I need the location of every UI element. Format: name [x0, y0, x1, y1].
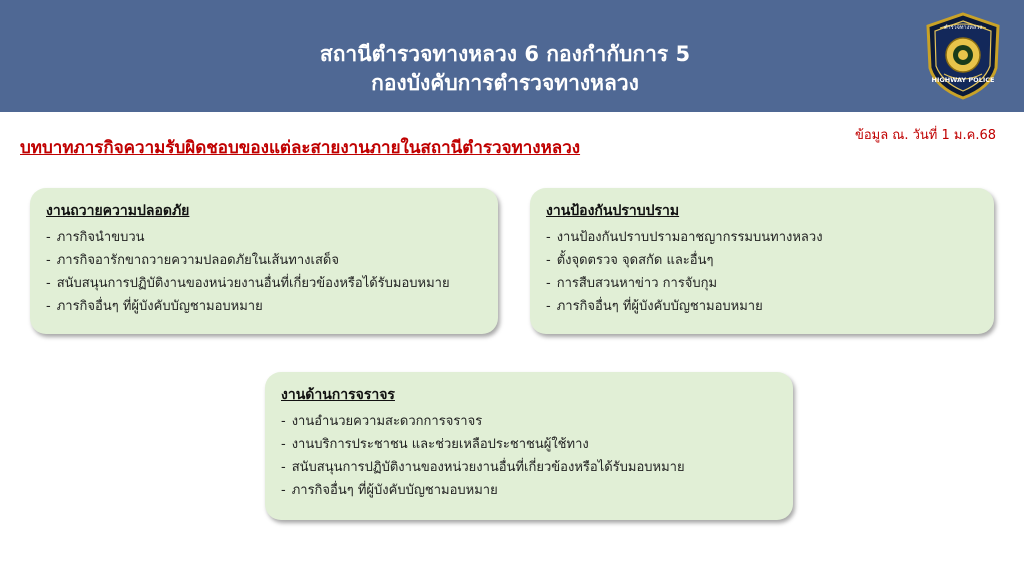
title-line-2: กองบังคับการตำรวจทางหลวง — [371, 71, 639, 95]
list-item: - สนับสนุนการปฏิบัติงานของหน่วยงานอื่นที่เกี่ยวข้องหรือได้รับมอบหมาย — [46, 276, 450, 291]
page-title — [160, 40, 850, 98]
duty-list — [546, 226, 978, 318]
duty-list — [46, 226, 482, 318]
card-heading: งานถวายความปลอดภัย — [46, 203, 190, 219]
card-royal-security — [30, 188, 498, 334]
list-item: - ภารกิจอารักขาถวายความปลอดภัยในเส้นทางเสด็จ — [46, 253, 339, 268]
title-line-1: สถานีตำรวจทางหลวง 6 กองกำกับการ 5 — [319, 42, 691, 66]
card-traffic — [265, 372, 793, 520]
list-item: - งานอำนวยความสะดวกการจราจร — [281, 414, 483, 429]
data-date-note: ข้อมูล ณ. วันที่ 1 ม.ค.68 — [854, 128, 996, 143]
list-item: - ภารกิจอื่นๆ ที่ผู้บังคับบัญชามอบหมาย — [281, 483, 498, 498]
list-item: - ภารกิจอื่นๆ ที่ผู้บังคับบัญชามอบหมาย — [46, 299, 263, 314]
section-subtitle: บทบาทภารกิจความรับผิดชอบของแต่ละสายงานภายในสถานีตำรวจทางหลวง — [20, 138, 581, 158]
badge-text: HIGHWAY POLICE — [931, 76, 995, 84]
card-crime-prevention — [530, 188, 994, 334]
list-item: - ตั้งจุดตรวจ จุดสกัด และอื่นๆ — [546, 253, 714, 268]
duty-list — [281, 410, 777, 502]
card-heading: งานป้องกันปราบปราม — [546, 203, 680, 219]
list-item: - ภารกิจอื่นๆ ที่ผู้บังคับบัญชามอบหมาย — [546, 299, 763, 314]
card-heading: งานด้านการจราจร — [281, 387, 395, 403]
highway-police-badge-icon — [924, 12, 1002, 100]
list-item: - งานป้องกันปราบปรามอาชญากรรมบนทางหลวง — [546, 230, 823, 245]
list-item: - ภารกิจนำขบวน — [46, 230, 145, 245]
list-item: - สนับสนุนการปฏิบัติงานของหน่วยงานอื่นที่เกี่ยวข้องหรือได้รับมอบหมาย — [281, 460, 685, 475]
header-banner — [0, 0, 1024, 112]
list-item: - งานบริการประชาชน และช่วยเหลือประชาชนผู้ใช้ทาง — [281, 437, 589, 452]
list-item: - การสืบสวนหาข่าว การจับกุม — [546, 276, 718, 291]
badge-top-text: ตำรวจทางหลวง — [943, 25, 983, 31]
